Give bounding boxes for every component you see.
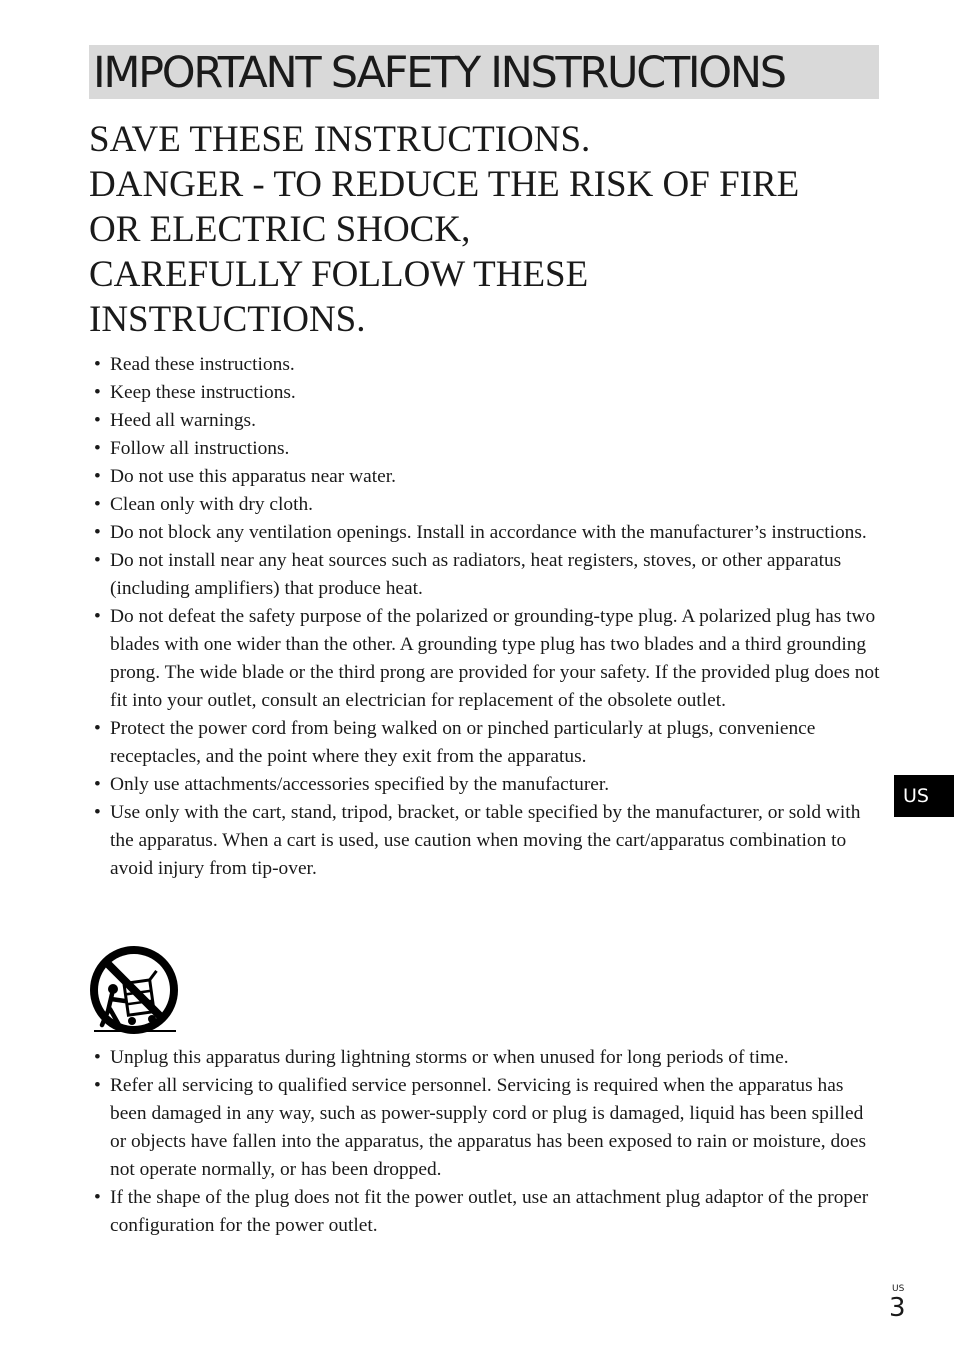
list-item	[94, 351, 884, 379]
instruction-text: Clean only with dry cloth.	[110, 494, 314, 515]
cart-tip-over-warning-icon	[88, 945, 182, 1037]
list-item	[94, 435, 884, 463]
subheading-line: CAREFULLY FOLLOW THESE	[89, 254, 589, 295]
bullet-icon: •	[94, 550, 101, 571]
bullet-icon: •	[94, 606, 101, 627]
page-language-code: US	[892, 1284, 905, 1294]
list-item	[94, 379, 884, 407]
title-banner	[89, 45, 879, 99]
list-item	[94, 491, 884, 519]
list-item	[94, 771, 884, 799]
bullet-icon: •	[94, 382, 101, 403]
language-tab-label: US	[903, 785, 929, 807]
instruction-text: Only use attachments/accessories specified by the manufacturer.	[110, 774, 610, 795]
instruction-text: Do not use this apparatus near water.	[110, 466, 396, 487]
bullet-icon: •	[94, 718, 101, 739]
list-item	[94, 519, 884, 547]
instruction-text: Do not install near any heat sources such as radiators, heat registers, stoves, or other apparatus (including amplifiers) that produce heat.	[110, 550, 842, 599]
bullet-icon: •	[94, 494, 101, 515]
danger-subheading	[89, 117, 889, 342]
instruction-text: Do not block any ventilation openings. Install in accordance with the manufacturer’s instructions.	[110, 522, 867, 543]
list-item	[94, 463, 884, 491]
list-item	[94, 799, 884, 883]
list-item	[94, 547, 884, 603]
subheading-line: OR ELECTRIC SHOCK,	[89, 209, 471, 250]
subheading-line: SAVE THESE INSTRUCTIONS.	[89, 119, 591, 160]
instruction-text: Refer all servicing to qualified service personnel. Servicing is required when the apparatus has been damaged in any way, such as power-supply cord or plug is damaged, liquid has been spilled or objects have fallen into the apparatus, the apparatus has been exposed to rain or moisture, does not operate normally, or has been dropped.	[110, 1075, 866, 1180]
bullet-icon: •	[94, 1187, 101, 1208]
instruction-text: Heed all warnings.	[110, 410, 256, 431]
instruction-text: Do not defeat the safety purpose of the polarized or grounding-type plug. A polarized plug has two blades with one wider than the other. A grounding type plug has two blades and a third grounding prong. The wide blade or the third prong are provided for your safety. If the provided plug does not fit into your outlet, consult an electrician for replacement of the obsolete outlet.	[110, 606, 880, 711]
bullet-icon: •	[94, 774, 101, 795]
bullet-icon: •	[94, 354, 101, 375]
bullet-icon: •	[94, 522, 101, 543]
instruction-list	[94, 351, 884, 883]
instruction-text: Unplug this apparatus during lightning storms or when unused for long periods of time.	[110, 1047, 789, 1068]
list-item	[94, 603, 884, 715]
instruction-text: Keep these instructions.	[110, 382, 296, 403]
bullet-icon: •	[94, 410, 101, 431]
bullet-icon: •	[94, 802, 101, 823]
list-item	[94, 1044, 884, 1072]
bullet-icon: •	[94, 1075, 101, 1096]
language-tab	[894, 775, 954, 817]
page-number: 3	[889, 1293, 905, 1323]
page-title: IMPORTANT SAFETY INSTRUCTIONS	[93, 48, 785, 98]
instruction-list-continued	[94, 1044, 884, 1240]
list-item	[94, 715, 884, 771]
bullet-icon: •	[94, 1047, 101, 1068]
instruction-text: If the shape of the plug does not fit the power outlet, use an attachment plug adaptor of the proper configuration for the power outlet.	[110, 1187, 869, 1236]
instruction-text: Follow all instructions.	[110, 438, 290, 459]
instruction-text: Read these instructions.	[110, 354, 295, 375]
bullet-icon: •	[94, 438, 101, 459]
instruction-text: Use only with the cart, stand, tripod, bracket, or table specified by the manufacturer, or sold with the apparatus. When a cart is used, use caution when moving the cart/apparatus combination to avoid injury from tip-over.	[110, 802, 861, 879]
bullet-icon: •	[94, 466, 101, 487]
list-item	[94, 1072, 884, 1184]
subheading-line: INSTRUCTIONS.	[89, 299, 366, 340]
instruction-text: Protect the power cord from being walked on or pinched particularly at plugs, convenience receptacles, and the point where they exit from the apparatus.	[110, 718, 816, 767]
list-item	[94, 1184, 884, 1240]
list-item	[94, 407, 884, 435]
subheading-line: DANGER - TO REDUCE THE RISK OF FIRE	[89, 164, 800, 205]
